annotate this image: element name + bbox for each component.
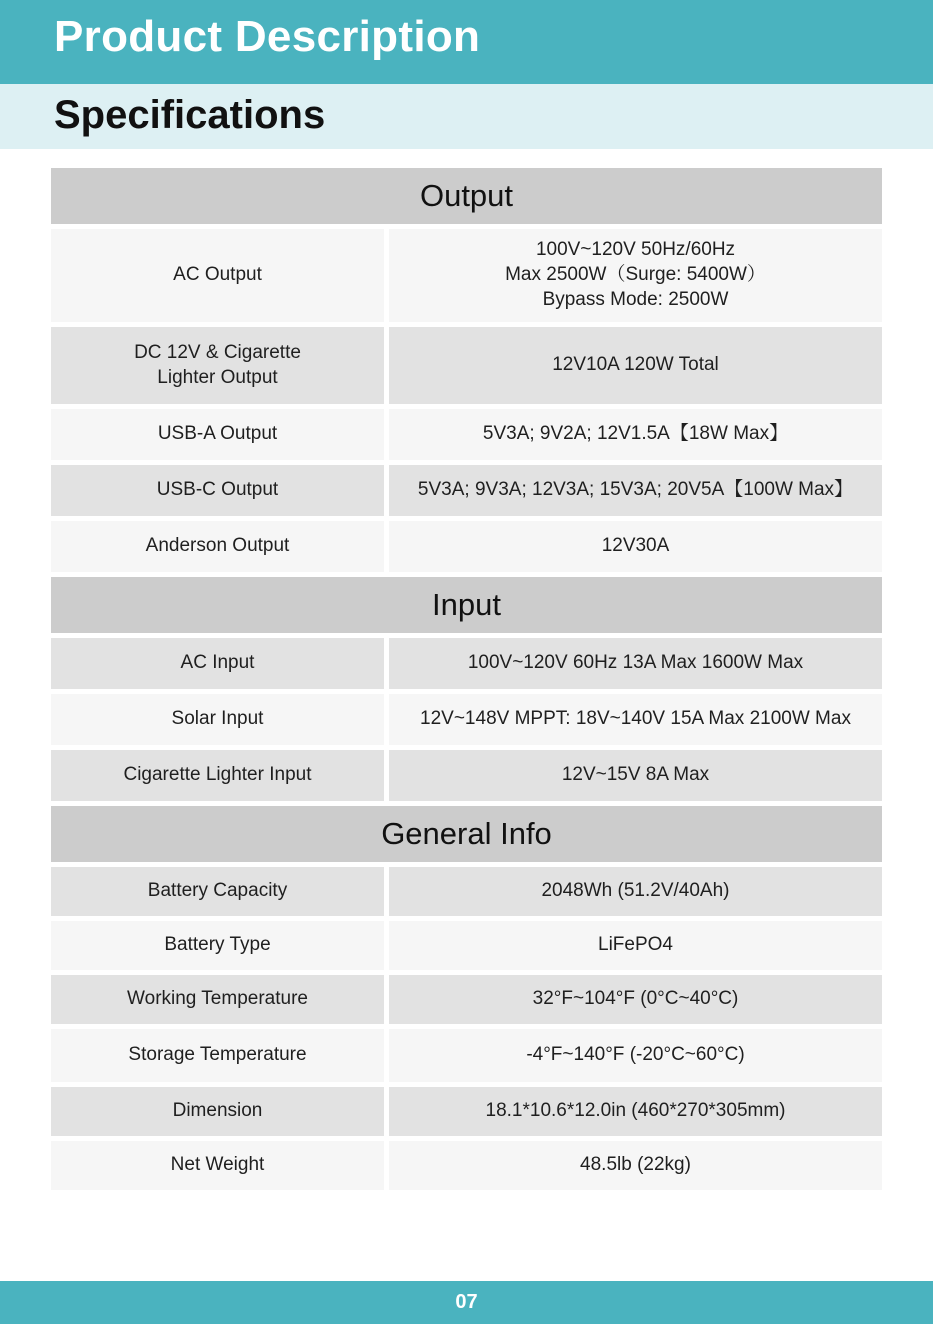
spec-label: Cigarette Lighter Input <box>51 750 384 801</box>
spec-label: USB-C Output <box>51 465 384 516</box>
spec-label: Storage Temperature <box>51 1029 384 1082</box>
section-header-output: Output <box>51 168 882 224</box>
spec-label: Dimension <box>51 1087 384 1136</box>
spec-value: LiFePO4 <box>389 921 882 970</box>
spec-value: 12V30A <box>389 521 882 572</box>
spec-value: 5V3A; 9V2A; 12V1.5A【18W Max】 <box>389 409 882 460</box>
table-row <box>51 465 882 516</box>
page-number: 07 <box>455 1291 478 1313</box>
spec-label: AC Input <box>51 638 384 689</box>
page-title: Product Description <box>54 12 481 61</box>
spec-value: 100V~120V 60Hz 13A Max 1600W Max <box>389 638 882 689</box>
table-row <box>51 229 882 322</box>
spec-label: DC 12V & Cigarette Lighter Output <box>51 327 384 404</box>
spec-label: USB-A Output <box>51 409 384 460</box>
spec-table <box>51 168 882 1190</box>
section-header-input: Input <box>51 577 882 633</box>
spec-value: 18.1*10.6*12.0in (460*270*305mm) <box>389 1087 882 1136</box>
table-row <box>51 1087 882 1136</box>
top-banner <box>0 0 933 84</box>
spec-value <box>389 229 882 322</box>
sub-banner <box>0 84 933 149</box>
spec-label: Working Temperature <box>51 975 384 1024</box>
spec-value: 48.5lb (22kg) <box>389 1141 882 1190</box>
table-row <box>51 975 882 1024</box>
spec-value: 12V10A 120W Total <box>389 327 882 404</box>
table-row <box>51 921 882 970</box>
table-row <box>51 1141 882 1190</box>
spec-value-line: Max 2500W（Surge: 5400W） <box>505 264 766 286</box>
spec-label: Solar Input <box>51 694 384 745</box>
spec-label: Anderson Output <box>51 521 384 572</box>
table-row <box>51 327 882 404</box>
spec-value: 12V~148V MPPT: 18V~140V 15A Max 2100W Max <box>389 694 882 745</box>
footer-bar <box>0 1281 933 1324</box>
spec-label: Net Weight <box>51 1141 384 1190</box>
spec-value-line: 100V~120V 50Hz/60Hz <box>535 239 736 261</box>
spec-value: 12V~15V 8A Max <box>389 750 882 801</box>
spec-value: 2048Wh (51.2V/40Ah) <box>389 867 882 916</box>
section-subtitle: Specifications <box>54 93 326 137</box>
spec-label: Battery Type <box>51 921 384 970</box>
table-row <box>51 521 882 572</box>
table-row <box>51 750 882 801</box>
spec-value: -4°F~140°F (-20°C~60°C) <box>389 1029 882 1082</box>
table-row <box>51 638 882 689</box>
spec-label: Battery Capacity <box>51 867 384 916</box>
table-row <box>51 694 882 745</box>
table-row <box>51 867 882 916</box>
spec-value: 32°F~104°F (0°C~40°C) <box>389 975 882 1024</box>
table-row <box>51 1029 882 1082</box>
spec-value: 5V3A; 9V3A; 12V3A; 15V3A; 20V5A【100W Max】 <box>389 465 882 516</box>
spec-value-line: Bypass Mode: 2500W <box>542 288 729 310</box>
table-row <box>51 409 882 460</box>
spec-label: AC Output <box>51 229 384 322</box>
section-header-general-info: General Info <box>51 806 882 862</box>
